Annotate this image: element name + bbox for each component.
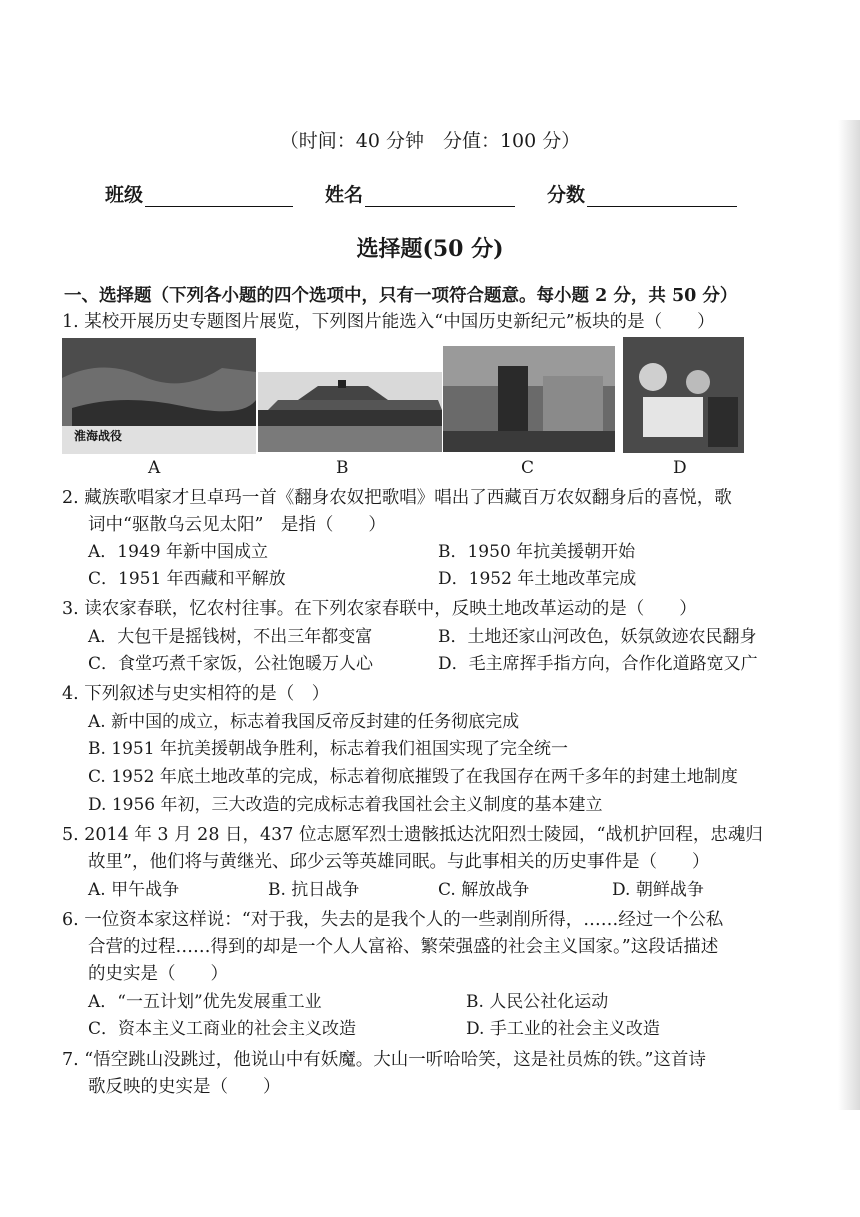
question-5-option-c: C. 解放战争 [438, 880, 530, 900]
question-6-stem-line2: 合营的过程……得到的却是一个人人富裕、繁荣强盛的社会主义国家。”这段话描述 [88, 937, 719, 957]
question-1-stem: 1. 某校开展历史专题图片展览，下列图片能选入“中国历史新纪元”板块的是（ ） [62, 312, 715, 332]
question-2-option-b: B．1950 年抗美援朝开始 [438, 542, 636, 562]
photo-crowd-newspaper [623, 337, 744, 453]
question-7-stem-line1: 7. “悟空跳山没跳过，他说山中有妖魔。大山一听哈哈笑，这是社员炼的铁。”这首诗 [62, 1050, 706, 1070]
photo-meeting-art [443, 346, 615, 452]
photo-c-label: C [521, 458, 535, 478]
question-4-option-d: D. 1956 年初，三大改造的完成标志着我国社会主义制度的基本建立 [88, 795, 603, 815]
photo-tiananmen-ceremony [258, 372, 442, 452]
photo-b-label: B [336, 458, 349, 478]
question-3-stem: 3. 读农家春联，忆农村往事。在下列农家春联中，反映土地改革运动的是（ ） [62, 599, 697, 619]
name-label: 姓名 [325, 184, 364, 206]
question-5-option-d: D. 朝鲜战争 [612, 880, 704, 900]
question-6-option-a: A．“一五计划”优先发展重工业 [88, 992, 322, 1012]
scan-edge-shadow [838, 120, 860, 1110]
name-blank [365, 182, 515, 207]
student-info-row [105, 180, 737, 207]
photo-meeting-hall [443, 346, 615, 452]
question-4-option-c: C. 1952 年底土地改革的完成，标志着彻底摧毁了在我国存在两千多年的封建土地制度 [88, 767, 738, 787]
question-3-option-b: B．土地还家山河改色，妖氛敛迹农民翻身 [438, 627, 757, 647]
photo-a-label: A [148, 458, 161, 478]
score-label: 分数 [547, 184, 586, 206]
question-2-stem-line2: 词中“驱散乌云见太阳” 是指（ ） [88, 515, 386, 535]
question-6-option-c: C．资本主义工商业的社会主义改造 [88, 1019, 357, 1039]
question-4-option-a: A. 新中国的成立，标志着我国反帝反封建的任务彻底完成 [88, 712, 520, 732]
question-6-option-d: D. 手工业的社会主义改造 [466, 1019, 660, 1039]
part-heading: 一、选择题（下列各小题的四个选项中，只有一项符合题意。每小题 2 分，共 50 分） [64, 286, 738, 306]
photo-crowd-art [623, 337, 744, 453]
question-3-option-d: D．毛主席挥手指方向，合作化道路宽又广 [438, 654, 758, 674]
section-title: 选择题(50 分) [356, 236, 504, 262]
class-label: 班级 [105, 184, 144, 206]
question-2-stem-line1: 2. 藏族歌唱家才旦卓玛一首《翻身农奴把歌唱》唱出了西藏百万农奴翻身后的喜悦，歌 [62, 488, 732, 508]
question-6-stem-line1: 6. 一位资本家这样说：“对于我，失去的是我个人的一些剥削所得，……经过一个公私 [62, 910, 724, 930]
class-blank [145, 182, 293, 207]
question-2-option-c: C．1951 年西藏和平解放 [88, 569, 286, 589]
photo-a-caption: 淮海战役 [74, 429, 123, 443]
photo-d-label: D [673, 458, 687, 478]
exam-time-score: （时间：40 分钟 分值：100 分） [279, 130, 581, 152]
question-5-stem-line1: 5. 2014 年 3 月 28 日，437 位志愿军烈士遗骸抵达沈阳烈士陵园，“战机护回程，忠魂归 [62, 825, 763, 845]
question-3-option-c: C．食堂巧煮千家饭，公社饱暖万人心 [88, 654, 374, 674]
question-5-option-a: A. 甲午战争 [88, 880, 180, 900]
photo-tiananmen-art [258, 372, 442, 452]
question-2-option-d: D．1952 年土地改革完成 [438, 569, 637, 589]
question-5-stem-line2: 故里”，他们将与黄继光、邱少云等英雄同眠。与此事相关的历史事件是（ ） [88, 852, 710, 872]
question-4-stem: 4. 下列叙述与史实相符的是（ ） [62, 684, 330, 704]
question-2-option-a: A．1949 年新中国成立 [88, 542, 268, 562]
question-7-stem-line2: 歌反映的史实是（ ） [88, 1077, 281, 1097]
score-blank [587, 182, 737, 207]
question-3-option-a: A．大包干是摇钱树，不出三年都变富 [88, 627, 373, 647]
question-6-stem-line3: 的史实是（ ） [88, 964, 228, 984]
question-5-option-b: B. 抗日战争 [268, 880, 360, 900]
question-4-option-b: B. 1951 年抗美援朝战争胜利，标志着我们祖国实现了完全统一 [88, 739, 568, 759]
question-6-option-b: B. 人民公社化运动 [466, 992, 609, 1012]
